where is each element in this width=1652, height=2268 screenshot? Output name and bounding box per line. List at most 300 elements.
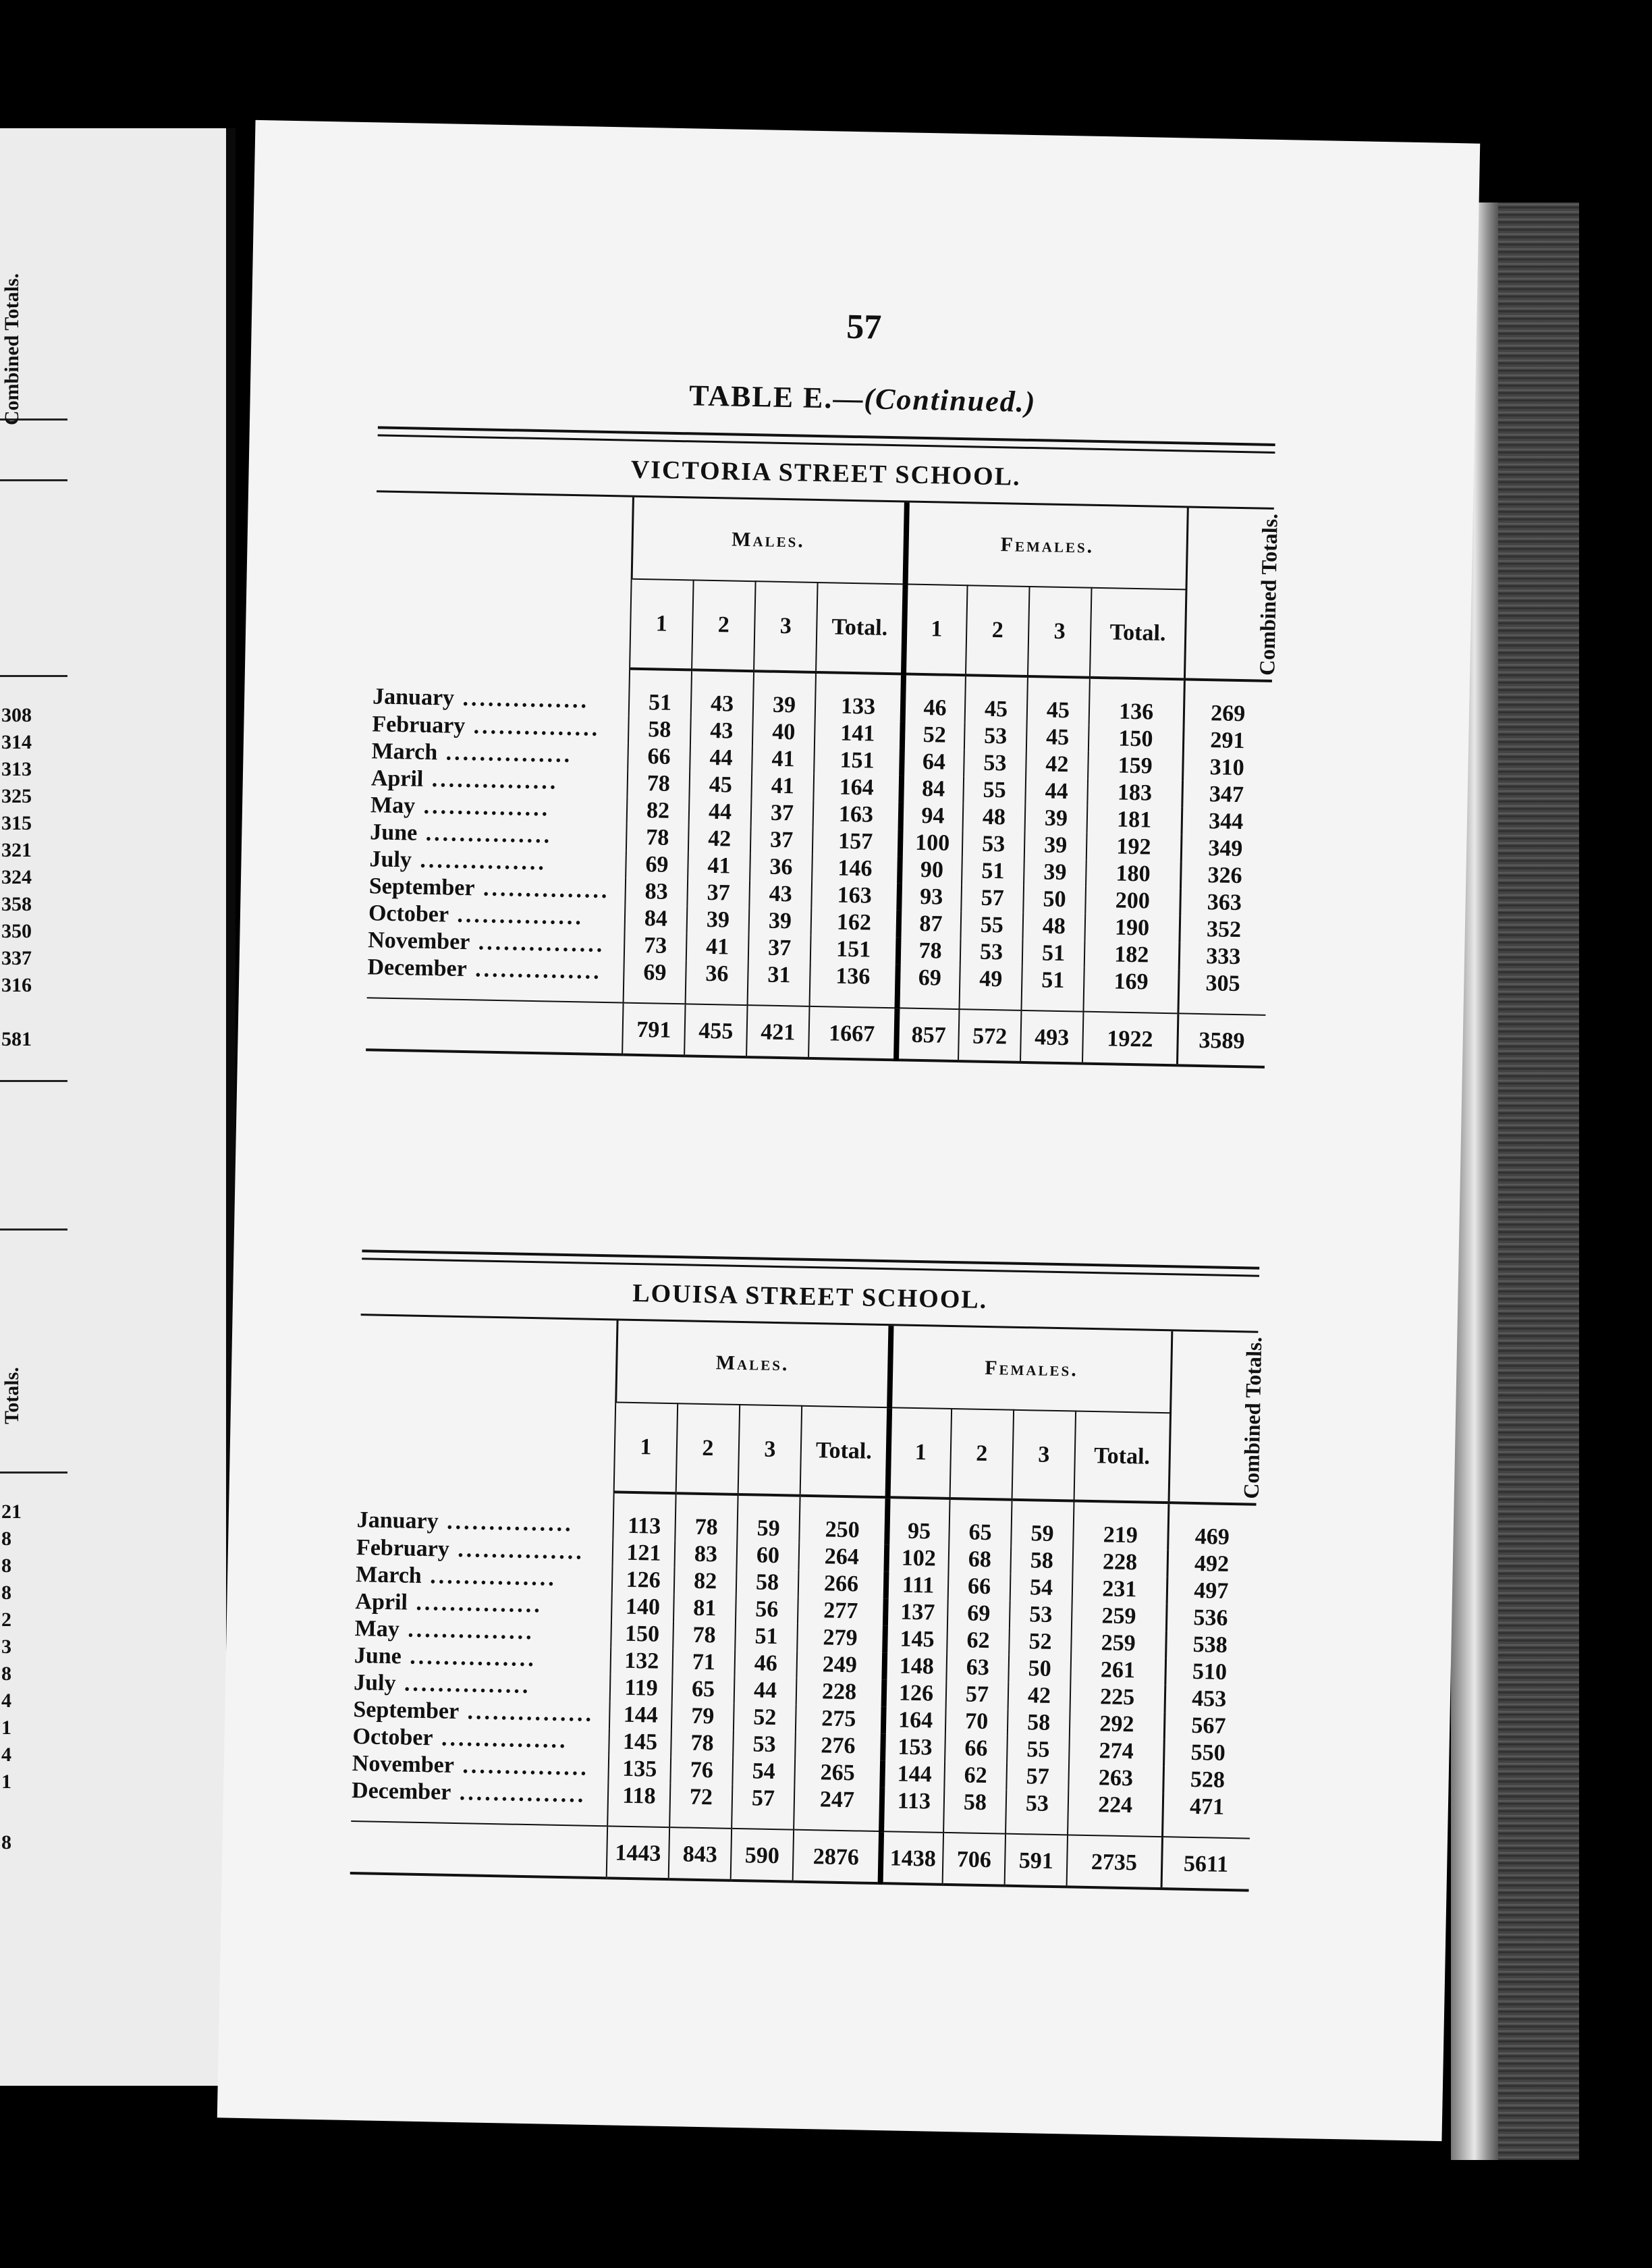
- cell-f1: 145: [885, 1625, 947, 1654]
- cell-f1: 90: [900, 856, 962, 884]
- cell-m2: 44: [689, 798, 752, 826]
- cell-m2: 82: [674, 1567, 737, 1596]
- cell-f2: 53: [962, 830, 1025, 859]
- cell-f2: 45: [965, 675, 1028, 724]
- cell-ft: 292: [1070, 1710, 1165, 1739]
- facing-value: 314: [1, 731, 32, 753]
- cell-m3: 37: [748, 934, 811, 963]
- facing-value: 316: [1, 974, 32, 996]
- cell-mt: 276: [795, 1732, 883, 1760]
- cell-m1: 144: [609, 1701, 672, 1729]
- school-table-victoria: [366, 426, 1282, 1068]
- cell-f3: 42: [1008, 1682, 1071, 1710]
- combined-totals-label: Combined Totals.: [1254, 512, 1282, 676]
- cell-f2: 68: [948, 1546, 1011, 1574]
- facing-value: 8: [1, 1663, 11, 1685]
- cell-comb: 352: [1179, 915, 1267, 944]
- males-class-1-header: 1: [614, 1402, 678, 1493]
- cell-ft: 150: [1089, 725, 1184, 754]
- males-class-1-header: 1: [630, 579, 694, 670]
- leader-dots: ...............: [421, 1563, 557, 1591]
- cell-ft: 228: [1072, 1548, 1167, 1577]
- cell-m3: 39: [753, 671, 816, 720]
- cell-comb: 326: [1180, 861, 1269, 890]
- cell-f2: 53: [964, 722, 1027, 751]
- month-cell: [373, 664, 630, 716]
- leader-dots: ...............: [448, 902, 584, 930]
- cell-f2: 66: [948, 1573, 1011, 1601]
- cell-m3: 58: [736, 1569, 799, 1597]
- cell-ft: 159: [1088, 752, 1183, 781]
- cell-ft: 259: [1072, 1602, 1167, 1631]
- cell-f3: 52: [1009, 1628, 1072, 1656]
- males-class-3-header: 3: [754, 581, 818, 672]
- cell-f3: 39: [1025, 805, 1088, 833]
- combined-totals-label: Combined Totals.: [1238, 1336, 1266, 1499]
- facing-value: 325: [1, 785, 32, 807]
- facing-value: 8: [1, 1555, 11, 1577]
- total-m1: 791: [622, 1003, 685, 1056]
- facing-value: 321: [1, 839, 32, 861]
- cell-f2: 65: [949, 1498, 1012, 1547]
- cell-f1: 64: [902, 748, 964, 776]
- cell-f3: 57: [1006, 1763, 1069, 1791]
- cell-ft: 261: [1070, 1656, 1165, 1685]
- cell-m1: 132: [610, 1647, 673, 1675]
- table-title-continued: (Continued.): [863, 382, 1037, 419]
- month-label: October: [368, 900, 449, 927]
- table-title: [250, 370, 1475, 428]
- cell-comb: 471: [1162, 1793, 1250, 1838]
- cell-ft: 169: [1083, 968, 1178, 1014]
- cell-mt: 265: [794, 1759, 883, 1787]
- cell-f3: 50: [1023, 886, 1086, 914]
- attendance-table: [350, 1316, 1266, 1891]
- cell-comb: 291: [1183, 726, 1271, 755]
- month-label: March: [371, 738, 438, 765]
- cell-f3: 48: [1022, 913, 1085, 941]
- totals-label-blank: [366, 998, 623, 1054]
- cell-f2: 57: [961, 884, 1024, 913]
- cell-m3: 43: [749, 880, 812, 909]
- cell-f3: 39: [1024, 832, 1087, 860]
- totals-label-blank: [350, 1821, 607, 1878]
- cell-comb: 349: [1181, 834, 1269, 863]
- cell-m3: 53: [733, 1731, 796, 1759]
- month-label: November: [352, 1751, 455, 1778]
- cell-m1: 145: [609, 1728, 671, 1756]
- females-class-1-header: 1: [904, 584, 968, 675]
- leader-dots: ...............: [466, 956, 603, 984]
- month-cell: [367, 954, 624, 1002]
- cell-m3: 60: [737, 1542, 800, 1570]
- facing-header-bottom: Totals.: [1, 1367, 23, 1424]
- cell-comb: 269: [1184, 679, 1272, 728]
- cell-ft: 219: [1073, 1501, 1168, 1550]
- cell-f3: 51: [1022, 940, 1085, 968]
- leader-dots: ...............: [449, 1536, 585, 1565]
- facing-value: 324: [1, 866, 32, 888]
- facing-value: 350: [1, 920, 32, 942]
- month-cell: [351, 1777, 608, 1826]
- cell-mt: 136: [810, 963, 898, 1008]
- facing-value: 4: [1, 1744, 11, 1766]
- cell-comb: 333: [1179, 942, 1267, 971]
- cell-m3: 52: [734, 1704, 796, 1732]
- cell-f3: 51: [1021, 967, 1084, 1012]
- leader-dots: ...............: [464, 713, 601, 741]
- cell-ft: 182: [1084, 941, 1180, 970]
- cell-comb: 305: [1178, 969, 1266, 1015]
- month-label: February: [356, 1535, 450, 1562]
- cell-f1: 46: [903, 674, 966, 722]
- cell-m1: 58: [628, 716, 691, 745]
- cell-mt: 249: [796, 1651, 885, 1679]
- cell-comb: 510: [1165, 1658, 1253, 1686]
- cell-m2: 45: [689, 771, 752, 799]
- total-m2: 455: [684, 1004, 747, 1057]
- cell-m1: 66: [628, 743, 690, 772]
- facing-value: 308: [1, 704, 32, 726]
- cell-m1: 69: [624, 959, 686, 1004]
- cell-m3: 39: [749, 907, 812, 936]
- cell-mt: 133: [815, 672, 904, 721]
- cell-mt: 162: [811, 909, 900, 937]
- month-cell: [356, 1487, 613, 1539]
- cell-comb: 363: [1180, 888, 1268, 917]
- leader-dots: ...............: [453, 685, 590, 713]
- cell-f1: 148: [884, 1652, 947, 1681]
- cell-ft: 224: [1068, 1791, 1163, 1837]
- females-class-2-header: 2: [950, 1409, 1014, 1500]
- cell-f2: 53: [964, 749, 1026, 778]
- cell-comb: 453: [1165, 1685, 1253, 1713]
- cell-f2: 62: [947, 1627, 1010, 1655]
- cell-m2: 39: [687, 906, 750, 934]
- facing-total-bottom: 8: [1, 1831, 11, 1854]
- cell-ft: 274: [1069, 1737, 1164, 1766]
- facing-value: 337: [1, 947, 32, 969]
- cell-comb: 567: [1164, 1712, 1252, 1740]
- cell-ft: 192: [1086, 833, 1182, 862]
- cell-m1: 51: [629, 669, 692, 718]
- total-m2: 843: [669, 1827, 732, 1881]
- cell-m1: 69: [626, 851, 688, 880]
- divider: [0, 1228, 67, 1231]
- males-class-2-header: 2: [676, 1403, 740, 1494]
- cell-m1: 73: [624, 932, 687, 961]
- cell-m1: 84: [625, 905, 688, 934]
- cell-m2: 81: [673, 1594, 736, 1623]
- cell-m1: 82: [627, 797, 690, 826]
- leader-dots: ...............: [458, 1699, 595, 1727]
- cell-m3: 31: [748, 961, 810, 1006]
- total-ft: 1922: [1082, 1012, 1178, 1066]
- females-class-3-header: 3: [1028, 587, 1092, 678]
- cell-f3: 45: [1027, 676, 1090, 725]
- cell-mt: 264: [798, 1543, 887, 1571]
- cell-m2: 37: [687, 879, 750, 907]
- cell-ft: 259: [1071, 1629, 1166, 1658]
- cell-ft: 231: [1072, 1575, 1167, 1604]
- month-label: December: [367, 954, 468, 982]
- leader-dots: ...............: [437, 740, 573, 768]
- total-m1: 1443: [607, 1826, 669, 1879]
- month-label: July: [353, 1670, 396, 1696]
- cell-m3: 37: [751, 799, 814, 828]
- cell-mt: 151: [814, 747, 902, 775]
- divider: [0, 1080, 67, 1082]
- cell-mt: 163: [811, 882, 900, 910]
- cell-m2: 79: [671, 1702, 734, 1731]
- cell-f3: 54: [1010, 1574, 1073, 1602]
- cell-comb: 538: [1165, 1631, 1254, 1659]
- males-class-3-header: 3: [738, 1405, 802, 1496]
- cell-f3: 55: [1007, 1736, 1070, 1764]
- school-table-louisa: [350, 1249, 1266, 1891]
- cell-f3: 58: [1008, 1709, 1070, 1737]
- cell-m2: 43: [690, 717, 753, 745]
- cell-comb: 492: [1167, 1550, 1255, 1578]
- cell-m3: 41: [752, 745, 815, 774]
- facing-header: Combined Totals.: [1, 273, 23, 425]
- cell-f1: 102: [886, 1544, 949, 1573]
- cell-f1: 94: [901, 802, 964, 830]
- cell-mt: 151: [810, 936, 899, 964]
- month-label: July: [369, 846, 412, 873]
- facing-page-fragment: [0, 128, 236, 2086]
- month-label: September: [368, 873, 475, 901]
- cell-f1: 113: [881, 1787, 944, 1833]
- cell-comb: 528: [1163, 1766, 1251, 1794]
- cell-f2: 48: [963, 803, 1026, 832]
- leader-dots: ...............: [474, 875, 610, 904]
- cell-f1: 111: [886, 1571, 949, 1600]
- males-header: Males.: [615, 1320, 891, 1407]
- cell-f2: 49: [959, 965, 1022, 1010]
- cell-mt: 164: [813, 774, 902, 802]
- month-label: April: [355, 1589, 408, 1615]
- leader-dots: ...............: [416, 820, 553, 848]
- cell-mt: 163: [813, 801, 902, 829]
- cell-m3: 44: [734, 1677, 797, 1705]
- males-class-2-header: 2: [692, 580, 756, 671]
- leader-dots: ...............: [422, 766, 559, 794]
- cell-m1: 135: [608, 1755, 671, 1783]
- divider: [0, 675, 67, 677]
- leader-dots: ...............: [411, 847, 547, 875]
- cell-m2: 78: [675, 1493, 738, 1542]
- cell-m1: 83: [625, 878, 688, 907]
- facing-value: 8: [1, 1582, 11, 1604]
- facing-value: 315: [1, 812, 32, 834]
- cell-f1: 126: [884, 1679, 947, 1708]
- total-f1: 857: [896, 1008, 959, 1061]
- leader-dots: ...............: [438, 1509, 574, 1537]
- total-comb: 3589: [1177, 1013, 1265, 1066]
- cell-f1: 153: [883, 1733, 945, 1762]
- leader-dots: ...............: [395, 1671, 531, 1699]
- table-title-main: TABLE E.—: [688, 379, 864, 416]
- total-mt: 2876: [793, 1830, 881, 1883]
- month-header-blank: [373, 492, 633, 668]
- cell-f3: 45: [1026, 724, 1089, 752]
- cell-f3: 53: [1010, 1601, 1072, 1629]
- cell-f1: 69: [898, 964, 960, 1009]
- month-label: October: [352, 1724, 433, 1751]
- cell-m2: 76: [670, 1756, 733, 1785]
- cell-f2: 70: [945, 1708, 1008, 1736]
- cell-ft: 183: [1087, 779, 1182, 808]
- cell-m1: 121: [613, 1539, 676, 1567]
- cell-f3: 58: [1010, 1547, 1073, 1575]
- month-label: November: [367, 927, 470, 955]
- cell-m1: 140: [611, 1593, 674, 1621]
- total-f1: 1438: [881, 1831, 943, 1885]
- cell-f3: 39: [1024, 859, 1086, 887]
- cell-m3: 41: [751, 772, 814, 801]
- school-title: LOUISA STREET SCHOOL.: [361, 1265, 1259, 1333]
- cell-m3: 54: [732, 1758, 795, 1786]
- cell-f2: 58: [943, 1789, 1006, 1834]
- cell-ft: 180: [1086, 860, 1181, 889]
- cell-m3: 37: [750, 826, 813, 855]
- cell-f2: 62: [944, 1762, 1007, 1790]
- cell-f3: 59: [1011, 1500, 1074, 1548]
- cell-f2: 53: [960, 938, 1023, 967]
- cell-mt: 228: [796, 1678, 885, 1706]
- facing-value: 313: [1, 758, 32, 780]
- cell-f2: 51: [962, 857, 1024, 886]
- month-label: April: [370, 765, 424, 792]
- cell-m2: 43: [691, 670, 754, 718]
- cell-mt: 266: [798, 1570, 887, 1598]
- facing-value: 4: [1, 1690, 11, 1712]
- cell-m1: 126: [612, 1566, 675, 1594]
- cell-f2: 57: [946, 1681, 1009, 1709]
- month-label: January: [356, 1507, 439, 1534]
- cell-mt: 157: [813, 828, 901, 856]
- total-mt: 1667: [808, 1006, 897, 1060]
- females-total-header: Total.: [1090, 588, 1186, 680]
- cell-f3: 53: [1006, 1790, 1068, 1835]
- cell-m2: 83: [675, 1540, 738, 1569]
- cell-comb: 536: [1166, 1604, 1255, 1632]
- month-label: June: [370, 819, 418, 846]
- facing-value: 3: [1, 1636, 11, 1658]
- cell-comb: 344: [1182, 807, 1270, 836]
- combined-totals-header: [1169, 1331, 1266, 1504]
- cell-f1: 100: [900, 829, 963, 857]
- cell-m1: 113: [613, 1492, 676, 1540]
- cell-mt: 141: [815, 720, 903, 748]
- cell-ft: 263: [1068, 1764, 1163, 1793]
- facing-value: 21: [1, 1501, 22, 1523]
- cell-f2: 55: [963, 776, 1026, 805]
- cell-m3: 57: [732, 1785, 794, 1830]
- leader-dots: ...............: [433, 1725, 568, 1754]
- facing-value: 358: [1, 893, 32, 915]
- cell-m3: 40: [752, 718, 815, 747]
- cell-m2: 36: [686, 960, 748, 1005]
- cell-f1: 52: [902, 721, 965, 749]
- cell-f1: 164: [883, 1706, 946, 1735]
- month-label: February: [372, 711, 466, 738]
- cell-comb: 550: [1163, 1739, 1252, 1767]
- cell-m2: 44: [690, 744, 752, 772]
- cell-m2: 71: [672, 1648, 735, 1677]
- cell-m2: 72: [669, 1783, 732, 1829]
- cell-f1: 87: [899, 910, 962, 938]
- leader-dots: ...............: [414, 793, 551, 821]
- month-label: May: [370, 792, 416, 819]
- cell-f1: 137: [885, 1598, 948, 1627]
- leader-dots: ...............: [453, 1752, 590, 1781]
- divider: [0, 479, 67, 481]
- females-class-3-header: 3: [1012, 1410, 1076, 1501]
- cell-m3: 56: [736, 1596, 798, 1624]
- cell-ft: 225: [1070, 1683, 1165, 1712]
- month-header-blank: [358, 1316, 617, 1492]
- book-block-edge: [1498, 202, 1579, 2160]
- total-f2: 572: [958, 1009, 1021, 1062]
- cell-ft: 200: [1085, 887, 1180, 916]
- cell-mt: 250: [799, 1496, 887, 1544]
- females-header: Females.: [889, 1326, 1172, 1413]
- month-label: May: [354, 1616, 400, 1642]
- total-ft: 2735: [1067, 1835, 1162, 1889]
- males-total-header: Total.: [800, 1406, 890, 1497]
- cell-mt: 275: [796, 1705, 884, 1733]
- facing-value: 2: [1, 1609, 11, 1631]
- cell-m1: 78: [626, 824, 689, 853]
- facing-values-bottom: [1, 1498, 22, 1796]
- cell-m3: 36: [750, 853, 813, 882]
- cell-mt: 277: [798, 1597, 886, 1625]
- page-number: 57: [846, 307, 882, 347]
- cell-m2: 65: [672, 1675, 735, 1704]
- combined-totals-header: [1184, 508, 1282, 680]
- total-comb: 5611: [1161, 1837, 1250, 1890]
- females-class-1-header: 1: [888, 1407, 952, 1498]
- cell-m2: 42: [688, 825, 751, 853]
- total-f3: 591: [1005, 1834, 1068, 1887]
- cell-comb: 310: [1182, 753, 1271, 782]
- cell-m2: 78: [673, 1621, 736, 1650]
- facing-value: 8: [1, 1528, 11, 1550]
- month-label: June: [354, 1643, 402, 1669]
- cell-f1: 84: [901, 775, 964, 803]
- school-title: VICTORIA STREET SCHOOL.: [377, 441, 1275, 510]
- month-label: December: [351, 1778, 451, 1805]
- cell-f3: 42: [1026, 751, 1089, 779]
- total-f3: 493: [1020, 1010, 1083, 1064]
- cell-f3: 44: [1025, 778, 1088, 806]
- cell-m3: 46: [734, 1650, 797, 1678]
- cell-mt: 146: [812, 855, 900, 883]
- cell-m1: 78: [627, 770, 690, 799]
- facing-value: 1: [1, 1717, 11, 1739]
- cell-ft: 136: [1089, 678, 1184, 727]
- leader-dots: ...............: [407, 1590, 543, 1618]
- cell-comb: 497: [1167, 1577, 1255, 1605]
- month-label: January: [372, 684, 455, 711]
- facing-values-top: [1, 702, 32, 999]
- attendance-table: [366, 492, 1282, 1068]
- males-header: Males.: [632, 497, 907, 585]
- cell-f2: 69: [947, 1600, 1010, 1628]
- cell-mt: 247: [794, 1786, 882, 1831]
